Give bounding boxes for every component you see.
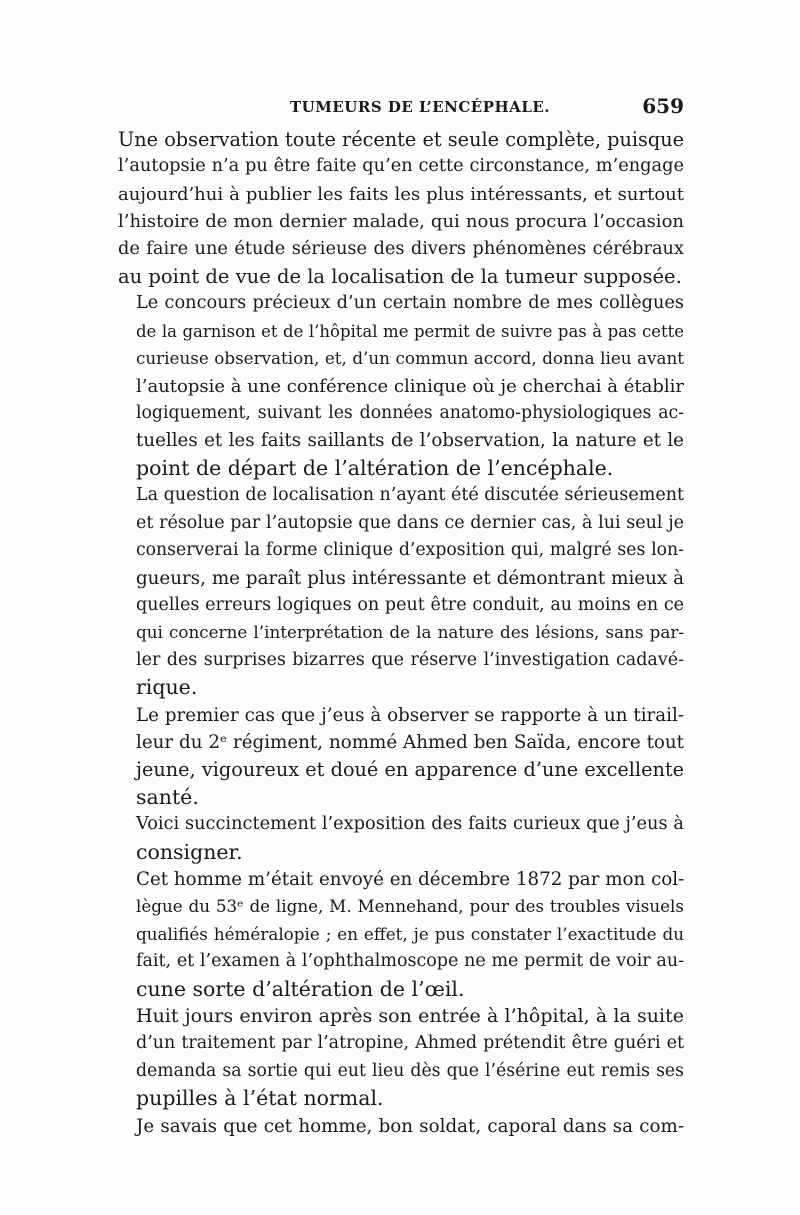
text-line: Le concours précieux d’un certain nombre de mes collègues bbox=[136, 293, 684, 314]
text-line: cune sorte d’altération de l’œil. bbox=[136, 976, 465, 1001]
text-line: gueurs, me paraît plus intéressante et démontrant mieux à bbox=[136, 567, 684, 589]
paragraph bbox=[118, 482, 684, 701]
text-line: d’un traitement par l’atropine, Ahmed prétendit être guéri et bbox=[136, 1033, 684, 1054]
text-line: qualifiés héméralopie ; en effet, je pus constater l’exactitude du bbox=[136, 923, 684, 944]
paragraph bbox=[118, 290, 684, 482]
text-line: quelles erreurs logiques on peut être conduit, au moins en ce bbox=[136, 594, 684, 615]
text-line: Voici succinctement l’exposition des faits curieux que j’eus à bbox=[136, 814, 684, 835]
paragraph bbox=[118, 1003, 684, 1113]
body-text bbox=[118, 126, 684, 1140]
text-line: l’autopsie à une conférence clinique où je cherchai à établir bbox=[136, 375, 684, 397]
text-line: tuelles et les faits saillants de l’observation, la nature et le bbox=[136, 430, 684, 452]
text-line: l’autopsie n’a pu être faite qu’en cette circonstance, m’engage bbox=[118, 156, 684, 177]
text-line: de faire une étude sérieuse des divers phénomènes cérébraux bbox=[118, 238, 684, 259]
text-line: au point de vue de la localisation de la tumeur supposée. bbox=[118, 265, 682, 289]
paragraph bbox=[118, 126, 684, 290]
text-line: ler des surprises bizarres que réserve l’investigation cadavé- bbox=[136, 649, 684, 670]
text-line: Huit jours environ après son entrée à l’hôpital, à la suite bbox=[136, 1005, 684, 1027]
text-line: consigner. bbox=[136, 839, 243, 864]
text-line: jeune, vigoureux et doué en apparence d’une excellente bbox=[136, 758, 684, 782]
text-line: Le premier cas que j’eus à observer se rapporte à un tirail- bbox=[136, 704, 684, 726]
text-line: demanda sa sortie qui eut lieu dès que l’ésérine eut remis ses bbox=[136, 1060, 684, 1081]
text-line: fait, et l’examen à l’ophthalmoscope ne me permit de voir au- bbox=[136, 951, 684, 972]
text-line: point de départ de l’altération de l’encéphale. bbox=[136, 455, 614, 480]
text-line: leur du 2ᵉ régiment, nommé Ahmed ben Saïda, encore tout bbox=[136, 731, 684, 753]
running-head bbox=[118, 94, 684, 122]
paragraph bbox=[118, 811, 684, 866]
text-line: conserverai la forme clinique d’exposition qui, malgré ses lon- bbox=[136, 540, 684, 561]
text-line: pupilles à l’état normal. bbox=[136, 1086, 384, 1111]
text-line: qui concerne l’interprétation de la nature des lésions, sans par- bbox=[136, 622, 684, 643]
running-title: TUMEURS DE L’ENCÉPHALE. bbox=[290, 98, 551, 116]
paragraph bbox=[118, 1113, 684, 1140]
text-line: rique. bbox=[136, 675, 198, 700]
text-line: Je savais que cet homme, bon soldat, caporal dans sa com- bbox=[136, 1115, 684, 1137]
paragraph bbox=[118, 702, 684, 812]
text-line: santé. bbox=[136, 784, 199, 809]
text-line: et résolue par l’autopsie que dans ce dernier cas, à lui seul je bbox=[136, 512, 684, 533]
text-line: curieuse observation, et, d’un commun accord, donna lieu avant bbox=[136, 348, 684, 369]
text-line: l’histoire de mon dernier malade, qui nous procura l’occasion bbox=[118, 211, 684, 233]
text-line: La question de localisation n’ayant été discutée sérieusement bbox=[136, 485, 684, 506]
text-line: Une observation toute récente et seule complète, puisque bbox=[118, 128, 684, 151]
paragraph bbox=[118, 866, 684, 1003]
text-line: lègue du 53ᵉ de ligne, M. Mennehand, pour des troubles visuels bbox=[136, 896, 684, 917]
text-line: logiquement, suivant les données anatomo-physiologiques ac- bbox=[136, 403, 684, 424]
text-line: de la garnison et de l’hôpital me permit de suivre pas à pas cette bbox=[136, 321, 684, 341]
text-line: Cet homme m’était envoyé en décembre 1872 par mon col- bbox=[136, 868, 685, 890]
page-number: 659 bbox=[642, 94, 684, 118]
text-line: aujourd’hui à publier les faits les plus intéressants, et surtout bbox=[118, 183, 684, 205]
